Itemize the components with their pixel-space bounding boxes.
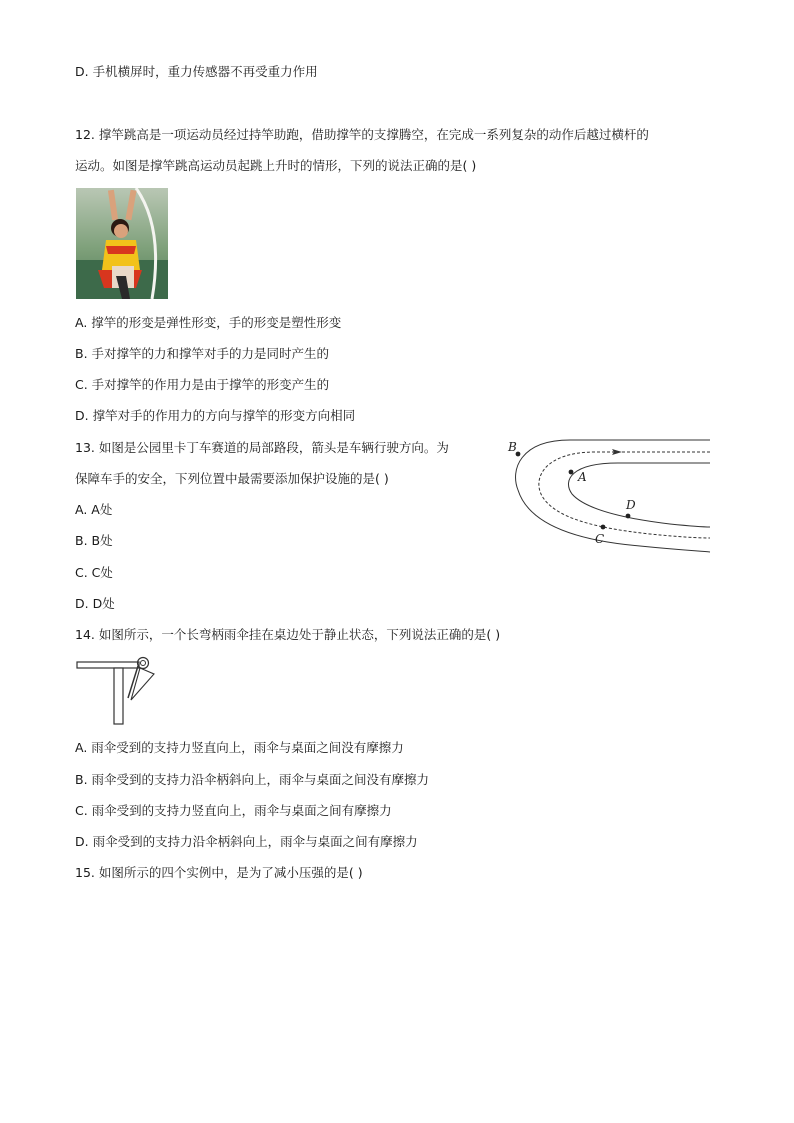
point-c (601, 525, 606, 530)
q12-stem-line2: 运动。如图是撑竿跳高运动员起跳上升时的情形，下列的说法正确的是( ) (75, 158, 477, 173)
q12-option-b: B. 手对撑竿的力和撑竿对手的力是同时产生的 (75, 346, 330, 361)
q13-option-a: A. A处 (75, 502, 113, 517)
label-c: C (595, 532, 605, 546)
point-d (626, 514, 631, 519)
track-outer-edge (516, 440, 710, 552)
q12-option-a: A. 撑竿的形变是弹性形变，手的形变是塑性形变 (75, 315, 342, 330)
q14-stem: 14. 如图所示，一个长弯柄雨伞挂在桌边处于静止状态，下列说法正确的是( ) (75, 627, 501, 642)
q14-option-b: B. 雨伞受到的支持力沿伞柄斜向上，雨伞与桌面之间没有摩擦力 (75, 772, 430, 787)
q13-option-b: B. B处 (75, 533, 113, 548)
q14-option-a: A. 雨伞受到的支持力竖直向上，雨伞与桌面之间没有摩擦力 (75, 740, 404, 755)
q13-option-d: D. D处 (75, 596, 115, 611)
q13-stem-line1: 13. 如图是公园里卡丁车赛道的局部路段，箭头是车辆行驶方向。为 (75, 440, 449, 455)
label-b: B (508, 440, 517, 454)
label-d: D (626, 498, 636, 512)
q12-option-d: D. 撑竿对手的作用力的方向与撑竿的形变方向相同 (75, 408, 356, 423)
q12-option-c: C. 手对撑竿的作用力是由于撑竿的形变产生的 (75, 377, 330, 392)
q12-stem-line1: 12. 撑竿跳高是一项运动员经过持竿助跑，借助撑竿的支撑腾空，在完成一系列复杂的动作后越过横杆的 (75, 127, 649, 142)
track-inner-edge (568, 463, 710, 527)
umbrella-on-table-diagram (76, 654, 158, 726)
point-a (569, 470, 574, 475)
q13-stem-line2: 保障车手的安全，下列位置中最需要添加保护设施的是( ) (75, 471, 389, 486)
q14-option-c: C. 雨伞受到的支持力竖直向上，雨伞与桌面之间有摩擦力 (75, 803, 392, 818)
q13-option-c: C. C处 (75, 565, 113, 580)
q14-option-d: D. 雨伞受到的支持力沿伞柄斜向上，雨伞与桌面之间有摩擦力 (75, 834, 418, 849)
q15-stem: 15. 如图所示的四个实例中，是为了减小压强的是( ) (75, 865, 363, 880)
pole-vault-photo (76, 188, 168, 299)
label-a: A (578, 470, 587, 484)
kart-track-diagram (500, 430, 720, 565)
q11-option-d: D. 手机横屏时，重力传感器不再受重力作用 (75, 64, 318, 79)
